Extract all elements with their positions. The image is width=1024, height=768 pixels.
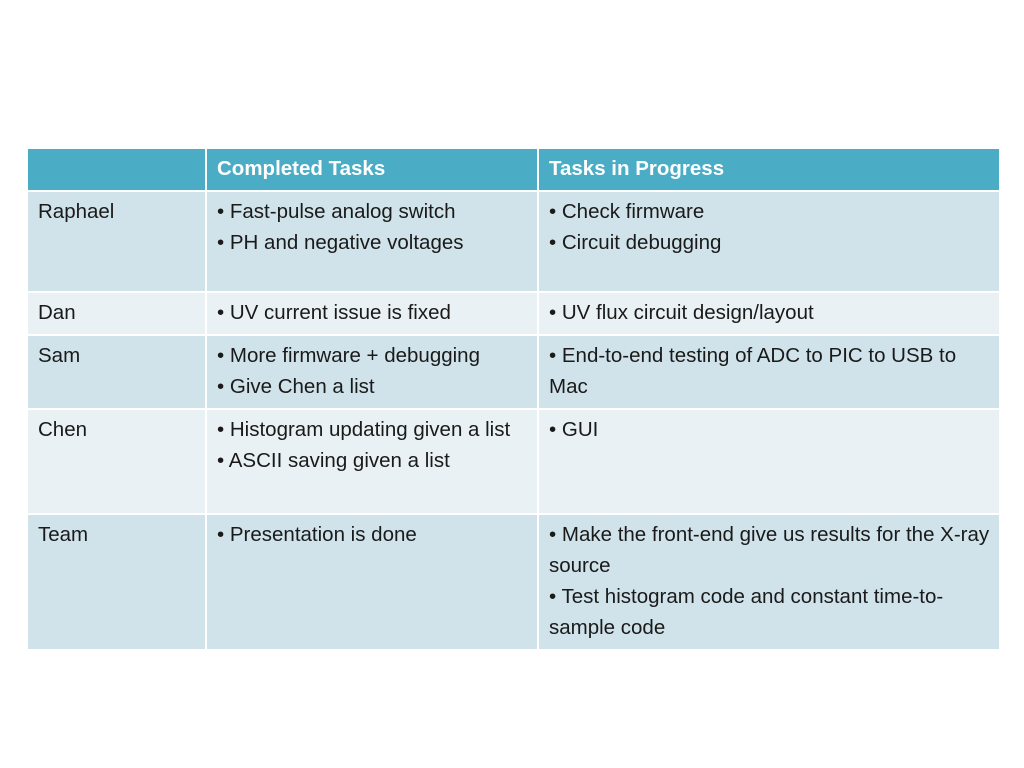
- member-name: Raphael: [27, 191, 206, 292]
- header-name-cell: [27, 148, 206, 191]
- table-row: [27, 191, 1000, 292]
- member-name: Chen: [27, 409, 206, 514]
- completed-task-item: • More firmware + debugging: [217, 344, 480, 367]
- completed-task-item: • Presentation is done: [217, 523, 417, 546]
- completed-tasks-cell: [206, 335, 538, 409]
- in-progress-task-item: • Circuit debugging: [549, 231, 722, 254]
- header-completed-tasks: Completed Tasks: [206, 148, 538, 191]
- in-progress-task-item: • Check firmware: [549, 200, 705, 223]
- completed-task-item: • PH and negative voltages: [217, 231, 464, 254]
- completed-task-item: • UV current issue is fixed: [217, 301, 451, 324]
- in-progress-task-item: • End-to-end testing of ADC to PIC to USB to Mac: [549, 344, 957, 398]
- member-name: Dan: [27, 292, 206, 335]
- table-row: [27, 514, 1000, 650]
- in-progress-tasks-cell: [538, 292, 1000, 335]
- in-progress-task-item: • Make the front-end give us results for the X-ray source: [549, 523, 990, 577]
- completed-tasks-cell: [206, 191, 538, 292]
- member-name: Sam: [27, 335, 206, 409]
- header-tasks-in-progress: Tasks in Progress: [538, 148, 1000, 191]
- completed-task-item: • Fast-pulse analog switch: [217, 200, 456, 223]
- table-row: [27, 335, 1000, 409]
- completed-tasks-cell: [206, 409, 538, 514]
- in-progress-tasks-cell: [538, 191, 1000, 292]
- task-table: [26, 147, 1001, 651]
- completed-task-item: • Histogram updating given a list: [217, 418, 511, 441]
- completed-tasks-cell: [206, 514, 538, 650]
- in-progress-tasks-cell: [538, 514, 1000, 650]
- table-row: [27, 409, 1000, 514]
- table-header-row: [27, 148, 1000, 191]
- in-progress-task-item: • GUI: [549, 418, 599, 441]
- in-progress-tasks-cell: [538, 409, 1000, 514]
- in-progress-task-item: • Test histogram code and constant time-to-sample code: [549, 585, 944, 639]
- completed-task-item: • ASCII saving given a list: [217, 449, 450, 472]
- in-progress-task-item: • UV flux circuit design/layout: [549, 301, 814, 324]
- completed-tasks-cell: [206, 292, 538, 335]
- in-progress-tasks-cell: [538, 335, 1000, 409]
- member-name: Team: [27, 514, 206, 650]
- completed-task-item: • Give Chen a list: [217, 375, 375, 398]
- table-row: [27, 292, 1000, 335]
